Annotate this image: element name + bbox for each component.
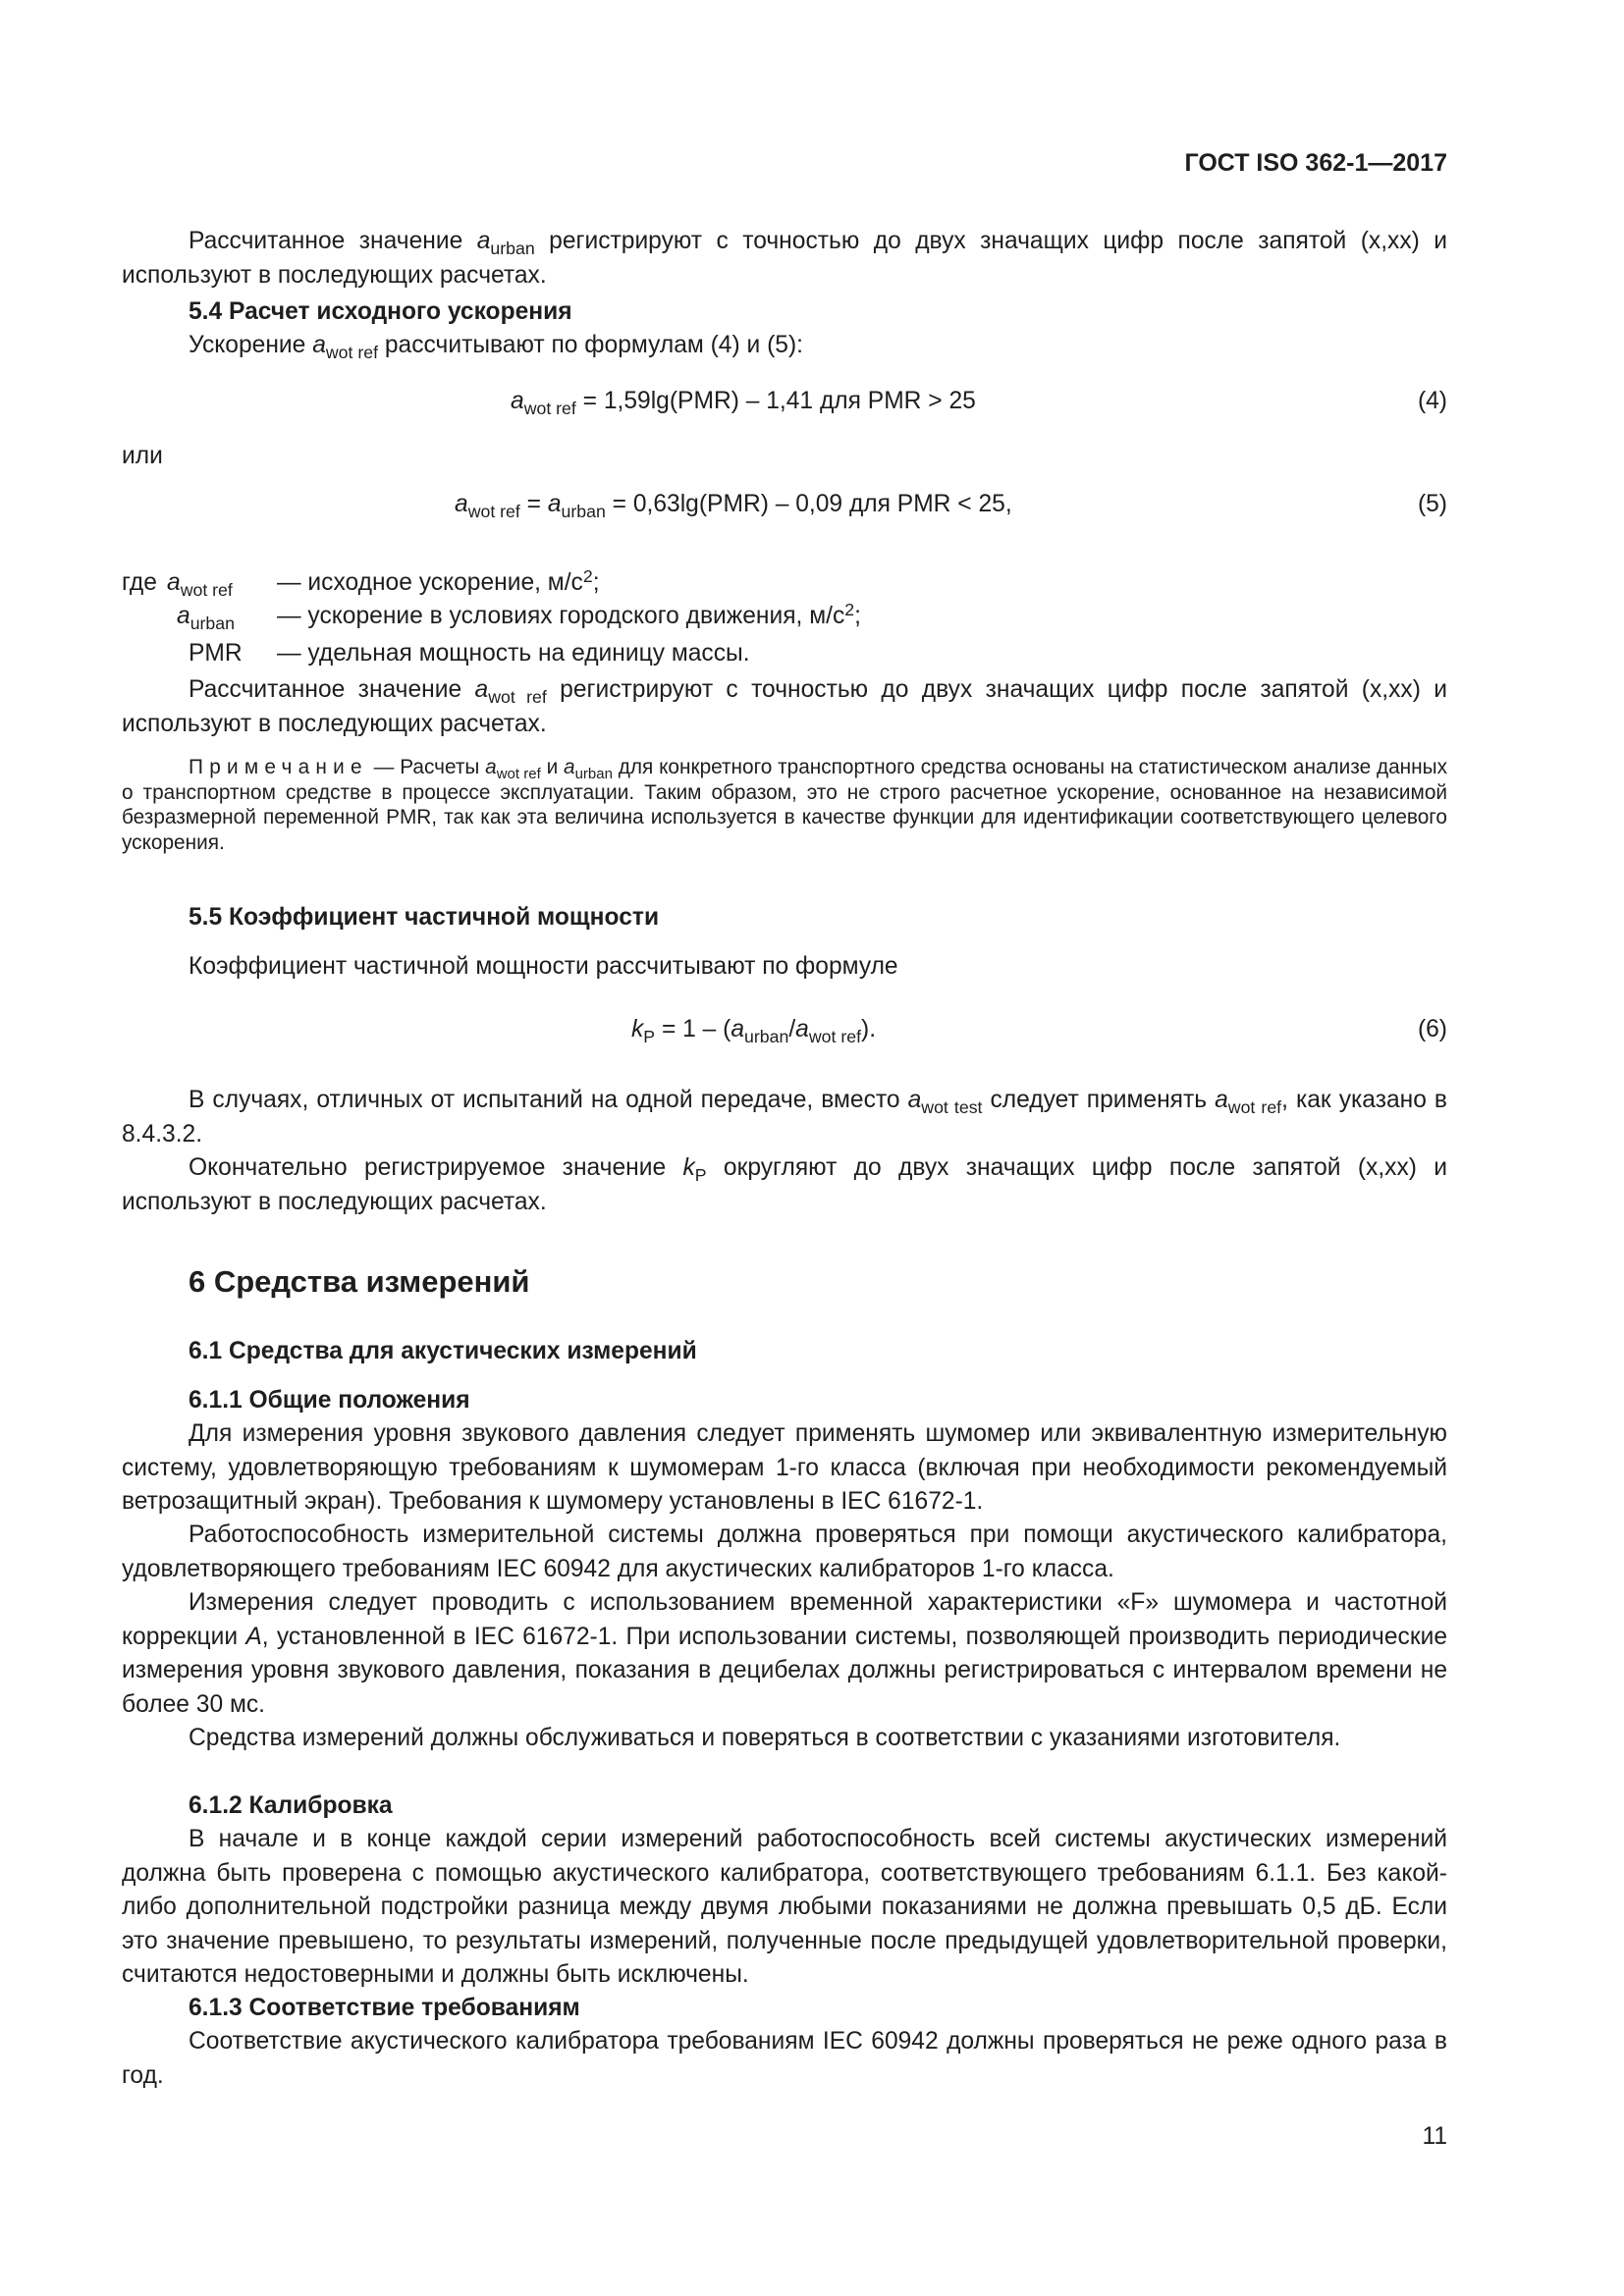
formula-6-number: (6) (1417, 1016, 1447, 1042)
section-title-6-1-3: 6.1.3 Соответствие требованиям (189, 1995, 580, 2021)
paragraph-awot-intro: Ускорение $a_{wot ref}$ рассчитывают по формулам (4) и (5): (189, 332, 803, 363)
definition-aurban-text: — ускорение в условиях городского движения, $м/с^2$; (277, 600, 861, 629)
definition-aurban-var: $a_{urban}$ (177, 603, 235, 634)
paragraph-aurban-precision: Рассчитанное значение $a_{urban}$ регистрируют с точностью до двух значащих цифр после запятой (x,xx) и используют в последующих расчетах. (122, 228, 1448, 289)
section-title-6-1-1: 6.1.1 Общие положения (189, 1387, 470, 1414)
section-title-6: 6 Средства измерений (189, 1264, 530, 1299)
definition-pmr-var: PMR (189, 640, 243, 667)
paragraph-kp-intro: Коэффициент частичной мощности рассчитывают по формуле (189, 953, 898, 980)
section-title-5-4: 5.4 Расчет исходного ускорения (189, 298, 572, 325)
document-header: ГОСТ ISO 362-1—2017 (1184, 149, 1447, 177)
section-title-5-5: 5.5 Коэффициент частичной мощности (189, 904, 660, 931)
or-word: или (122, 443, 163, 469)
paragraph-6-1-1-3: Измерения следует проводить с использованием временной характеристики «F» шумомера и частотной коррекции A, установленной в IEC 61672-1. При использовании системы, позволяющей производить периодические измерения уровня звукового давления, показания в децибелах должны регистрироваться с интервалом времени не более 30 мс. (122, 1589, 1448, 1718)
paragraph-awot-precision: Рассчитанное значение $a_{wot ref}$ регистрируют с точностью до двух значащих цифр после запятой (x,xx) и используют в последующих расчетах. (122, 676, 1447, 737)
formula-5-number: (5) (1417, 491, 1447, 517)
formula-6: $k_P = 1 - (a_{urban}/a_{wot ref})$. (631, 1016, 877, 1047)
formula-4-number: (4) (1417, 388, 1447, 414)
section-title-6-1: 6.1 Средства для акустических измерений (189, 1338, 697, 1364)
paragraph-awot-test: В случаях, отличных от испытаний на одной передаче, вместо $a_{wot test}$ следует применять $a_{wot ref}$, как указано в 8.4.3.2. (122, 1087, 1447, 1148)
paragraph-6-1-1-2: Работоспособность измерительной системы должна проверяться при помощи акустического калибратора, удовлетворяющего требованиям IEC 60942 для акустических калибраторов 1-го класса. (122, 1522, 1447, 1582)
paragraph-kp-rounding: Окончательно регистрируемое значение $k_P$ округляют до двух значащих цифр после запятой (x,xx) и используют в последующих расчетах. (122, 1154, 1448, 1215)
paragraph-6-1-1-4: Средства измерений должны обслуживаться и поверяться в соответствии с указаниями изготовителя. (189, 1725, 1341, 1751)
page-number: 11 (1422, 2123, 1447, 2150)
note-5-4: Примечание — Расчеты $a_{wot ref}$ и $a_{urban}$ для конкретного транспортного средства основаны на статистическом анализе данных о транспортном средстве в процессе эксплуатации. Таким образом, это не строго расчетное ускорение, основанное на независимой безразмерной переменной PMR, так как эта величина используется в качестве функции для идентификации соответствующего целевого ускорения. (122, 756, 1447, 854)
definition-pmr-text: — удельная мощность на единицу массы. (277, 640, 750, 667)
where-label: где (122, 569, 157, 596)
paragraph-6-1-1-1: Для измерения уровня звукового давления следует применять шумомер или эквивалентную измерительную систему, удовлетворяющую требованиям к шумомерам 1-го класса (включая при необходимости рекомендуемый ветрозащитный экран). Требования к шумомеру установлены в IEC 61672-1. (122, 1420, 1447, 1515)
formula-5: $a_{wot ref} = a_{urban} = 0,63\lg(PMR) - 0,09$ для PMR < 25, (455, 491, 1012, 522)
definition-awot-text: — исходное ускорение, $м/с^2$; (277, 566, 600, 596)
formula-4: $a_{wot ref} = 1,59\lg(PMR) - 1,41$ для PMR > 25 (511, 388, 976, 419)
section-title-6-1-2: 6.1.2 Калибровка (189, 1792, 393, 1819)
paragraph-6-1-3: Соответствие акустического калибратора требованиям IEC 60942 должны проверяться не реже одного раза в год. (122, 2028, 1447, 2089)
paragraph-6-1-2: В начале и в конце каждой серии измерений работоспособность всей системы акустических измерений должна быть проверена с помощью акустического калибратора, соответствующего требованиям 6.1.1. Без какой-либо дополнительной подстройки разница между двумя любыми показаниями не должна превышать 0,5 дБ. Если это значение превышено, то результаты измерений, полученные после предыдущей удовлетворительной проверки, считаются недостоверными и должны быть исключены. (122, 1826, 1447, 1988)
definition-awot-var: $a_{wot ref}$ (167, 569, 233, 601)
